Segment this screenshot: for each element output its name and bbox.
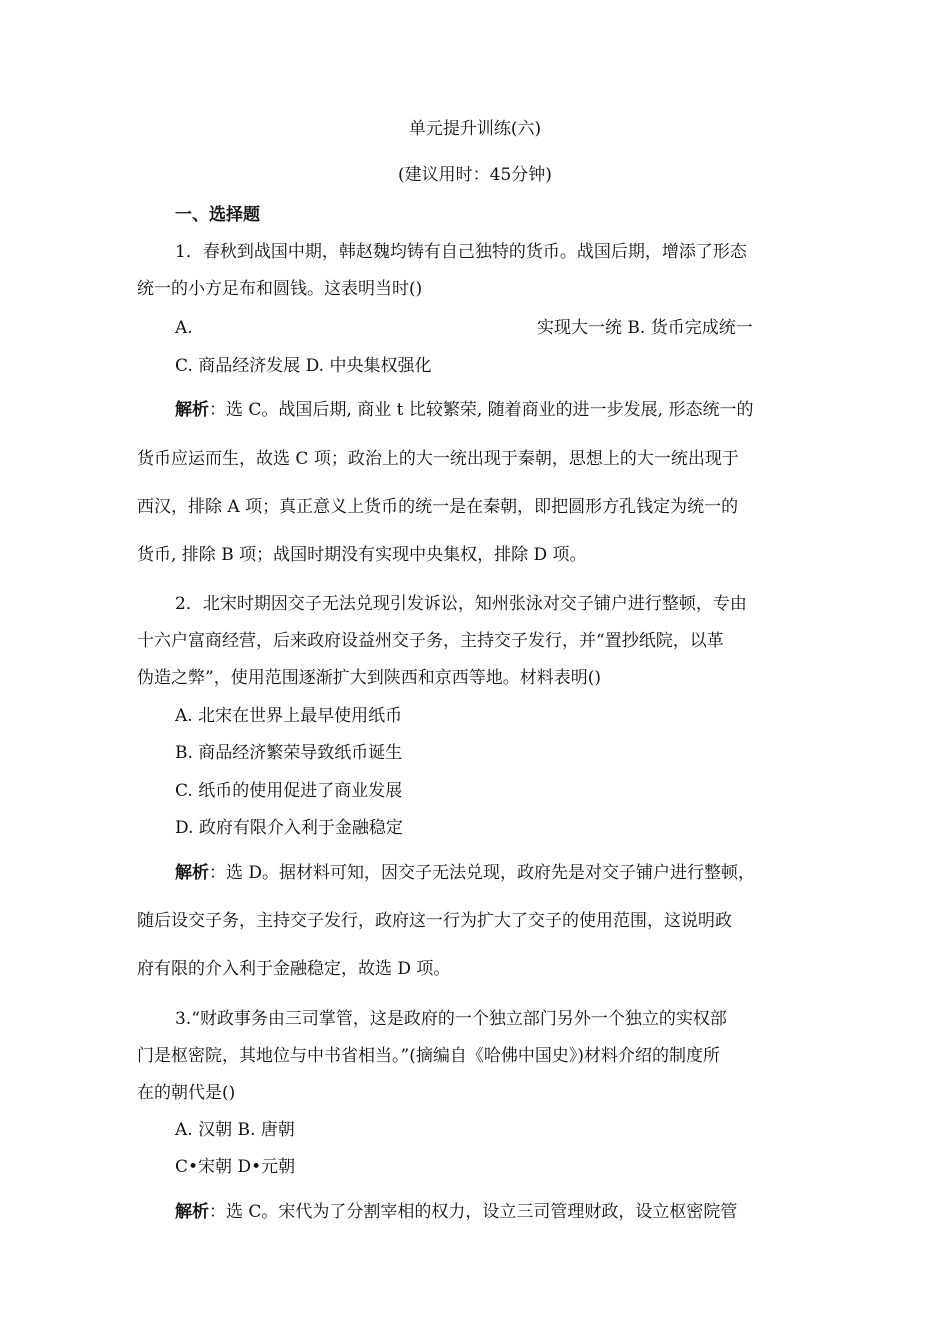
q2-answer-line-3: 府有限的介入利于金融稳定，故选 D 项。 (137, 959, 451, 979)
q2-stem-line-2: 十六户富商经营，后来政府设益州交子务，主持交子发行，并“置抄纸院，以革 (137, 631, 724, 651)
q3-stem-line-2: 门是枢密院，其地位与中书省相当。”(摘编自《哈佛中国史》)材料介绍的制度所 (137, 1046, 720, 1066)
q3-stem-line-1: 3.“财政事务由三司掌管，这是政府的一个独立部门另外一个独立的实权部 (175, 1009, 727, 1029)
section-heading: 一、选择题 (175, 205, 260, 225)
q2-stem-line-1: 2．北宋时期因交子无法兑现引发诉讼，知州张泳对交子铺户进行整顿，专由 (175, 594, 747, 614)
q3-option-c-d: C•宋朝 D•元朝 (175, 1157, 296, 1177)
q1-answer-line-3: 西汉，排除 A 项；真正意义上货币的统一是在秦朝，即把圆形方孔钱定为统一的 (137, 497, 739, 517)
q1-answer-line-2: 货币应运而生，故选 C 项；政治上的大一统出现于秦朝，思想上的大一统出现于 (137, 449, 739, 469)
document-subtitle: (建议用时：45分钟) (398, 165, 552, 185)
q2-answer-line-2: 随后设交子务，主持交子发行，政府这一行为扩大了交子的使用范围，这说明政 (137, 911, 732, 931)
q2-answer-line-1: 解析：选 D。据材料可知，因交子无法兑现，政府先是对交子铺户进行整顿， (175, 863, 756, 883)
q3-option-a-b: A. 汉朝 B. 唐朝 (175, 1120, 295, 1140)
answer-label: 解析 (175, 400, 209, 420)
q2-option-d: D. 政府有限介入利于金融稳定 (175, 818, 403, 838)
q1-stem-line-1: 1．春秋到战国中期，韩赵魏均铸有自己独特的货币。战国后期，增添了形态 (175, 242, 747, 262)
answer-label: 解析 (175, 1202, 209, 1222)
q1-option-a-b: 实现大一统 B. 货币完成统一 (537, 318, 753, 338)
q3-answer-line-1: 解析：选 C。宋代为了分割宰相的权力，设立三司管理财政，设立枢密院管 (175, 1202, 738, 1222)
q2-option-b: B. 商品经济繁荣导致纸币诞生 (175, 743, 403, 763)
document-title: 单元提升训练(六) (408, 119, 542, 139)
q1-answer-line-4: 货币, 排除 B 项；战国时期没有实现中央集权，排除 D 项。 (137, 545, 587, 565)
q2-option-a: A. 北宋在世界上最早使用纸币 (175, 706, 403, 726)
q1-answer-line-1: 解析：选 C。战国后期, 商业 t 比较繁荣, 随着商业的进一步发展, 形态统一的 (175, 400, 754, 420)
q2-stem-line-3: 伪造之弊”，使用范围逐渐扩大到陕西和京西等地。材料表明() (137, 668, 601, 688)
q1-stem-line-2: 统一的小方足布和圆钱。这表明当时() (137, 279, 423, 299)
q1-option-c-d: C. 商品经济发展 D. 中央集权强化 (175, 356, 432, 376)
q3-stem-line-3: 在的朝代是() (137, 1083, 236, 1103)
q1-option-a-label: A. (175, 318, 193, 338)
answer-label: 解析 (175, 863, 209, 883)
q2-option-c: C. 纸币的使用促进了商业发展 (175, 781, 403, 801)
